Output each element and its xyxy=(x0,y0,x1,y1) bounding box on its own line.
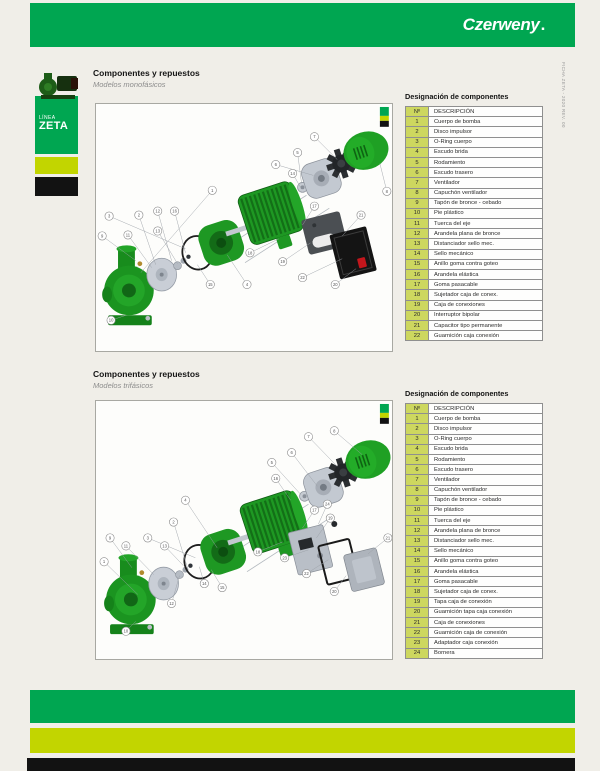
part-number: 14 xyxy=(406,546,429,556)
callout-number: 6 xyxy=(274,161,277,167)
table-row xyxy=(406,168,543,178)
table-row xyxy=(406,485,543,495)
table-row xyxy=(406,454,543,464)
part-description: Escudo brida xyxy=(429,444,543,454)
part-number: 19 xyxy=(406,300,429,310)
part-number: 4 xyxy=(406,147,429,157)
part-number: 3 xyxy=(406,137,429,147)
table-row xyxy=(406,178,543,188)
part-description: Interruptor bipolar xyxy=(429,310,543,320)
callout-leader-line xyxy=(107,213,185,249)
part-number: 9 xyxy=(406,198,429,208)
table-header-row xyxy=(406,107,543,117)
callout-number: 4 xyxy=(184,497,187,503)
callout-number: 20 xyxy=(332,282,338,288)
table-row xyxy=(406,414,543,424)
part-number: 7 xyxy=(406,475,429,485)
exploded-diagram-trifasico xyxy=(95,400,393,660)
brand-logo xyxy=(463,3,545,47)
callout-number: 17 xyxy=(312,203,317,209)
table-title-trifasicos: Designación de componentes xyxy=(405,389,509,398)
part-description: Guarnición caja conexión xyxy=(429,331,543,341)
callout-number: 1 xyxy=(211,187,214,193)
part-description: Disco impulsor xyxy=(429,127,543,137)
section-title-monofasicos: Componentes y repuestos xyxy=(93,68,200,78)
sidebar-black-block xyxy=(35,177,78,196)
pump-thumb-graphic xyxy=(37,70,81,103)
part-number: 16 xyxy=(406,567,429,577)
part-number: 5 xyxy=(406,157,429,167)
part-number: 3 xyxy=(406,434,429,444)
pump-product-image xyxy=(37,70,81,103)
part-number: 14 xyxy=(406,249,429,259)
terminal-plate-part xyxy=(288,524,333,575)
part-description: Escudo trasero xyxy=(429,168,543,178)
seal-part xyxy=(188,564,192,568)
table-row xyxy=(406,280,543,290)
table-row xyxy=(406,597,543,607)
table-row xyxy=(406,310,543,320)
linea-label: LÍNEA xyxy=(39,115,56,121)
part-number: 11 xyxy=(406,516,429,526)
part-number: 9 xyxy=(406,495,429,505)
part-description: Guarnición caja de conexión xyxy=(429,628,543,638)
part-number: 6 xyxy=(406,168,429,178)
callout-number: 21 xyxy=(385,535,391,541)
table-row xyxy=(406,465,543,475)
pump-casing-part xyxy=(102,245,154,325)
section-subtitle-trifasicos: Modelos trifásicos xyxy=(93,381,154,390)
callout-number: 1 xyxy=(102,559,106,565)
callout-number: 9 xyxy=(101,233,104,239)
callout-leader-line xyxy=(172,519,188,568)
part-number: 12 xyxy=(406,526,429,536)
table-row xyxy=(406,198,543,208)
diagram-color-strip xyxy=(380,107,389,127)
cover-box-part xyxy=(343,547,385,592)
table-header-row xyxy=(406,404,543,414)
part-number: 23 xyxy=(406,638,429,648)
part-description: Ventilador xyxy=(429,475,543,485)
document-reference-note: FICHA ZETA - 2020 REV. 00 xyxy=(561,62,566,128)
part-number: 8 xyxy=(406,188,429,198)
diagram-color-strip xyxy=(380,404,389,424)
part-number: 1 xyxy=(406,117,429,127)
box-cover-part xyxy=(329,226,377,279)
callout-number: 13 xyxy=(162,543,167,549)
part-description: Goma pasacable xyxy=(429,280,543,290)
part-description: Escudo trasero xyxy=(429,465,543,475)
callout-number: 2 xyxy=(137,212,141,218)
part-description: Arandela elástica xyxy=(429,270,543,280)
part-description: Capuchón ventilador xyxy=(429,485,543,495)
part-number: 10 xyxy=(406,208,429,218)
part-description: Arandela elástica xyxy=(429,567,543,577)
part-description: Adaptador caja conexión xyxy=(429,638,543,648)
table-row xyxy=(406,505,543,515)
callout-number: 19 xyxy=(328,515,333,521)
table-row xyxy=(406,219,543,229)
part-description: Sujetador caja de conex. xyxy=(429,587,543,597)
table-row xyxy=(406,117,543,127)
section-subtitle-monofasicos: Modelos monofásicos xyxy=(93,80,166,89)
part-description: Goma pasacable xyxy=(429,577,543,587)
callout-number: 24 xyxy=(325,501,330,507)
washer-part xyxy=(176,571,184,579)
table-row xyxy=(406,556,543,566)
exploded-pump-drawing-tri xyxy=(96,401,392,657)
part-description: Pie plástico xyxy=(429,208,543,218)
table-row xyxy=(406,638,543,648)
part-number: 2 xyxy=(406,127,429,137)
part-number: 19 xyxy=(406,597,429,607)
table-row xyxy=(406,495,543,505)
part-number: 13 xyxy=(406,536,429,546)
part-number: 8 xyxy=(406,485,429,495)
callout-number: 11 xyxy=(123,543,129,549)
callout-number: 12 xyxy=(155,208,161,214)
footer-black-bar xyxy=(27,758,575,771)
part-number: 6 xyxy=(406,465,429,475)
callout-number: 7 xyxy=(307,434,310,440)
callout-leader-line xyxy=(184,497,217,548)
part-description: O-Ring cuerpo xyxy=(429,137,543,147)
callout-number: 7 xyxy=(313,134,316,140)
table-row xyxy=(406,331,543,341)
table-row xyxy=(406,208,543,218)
part-description: Pie plástico xyxy=(429,505,543,515)
table-row xyxy=(406,320,543,330)
part-description: Distanciador sello mec. xyxy=(429,536,543,546)
part-number: 17 xyxy=(406,280,429,290)
callout-leader-line xyxy=(308,437,337,467)
callout-number: 17 xyxy=(312,507,317,513)
part-number: 11 xyxy=(406,219,429,229)
nut-part xyxy=(145,316,150,321)
part-description: Caja de conexiones xyxy=(429,300,543,310)
callout-number: 12 xyxy=(169,600,174,606)
flange-shield-part xyxy=(195,217,247,269)
flange-shield-part xyxy=(197,526,250,579)
parts-table-trifasicos xyxy=(405,403,543,659)
callout-number: 8 xyxy=(333,428,336,434)
part-number: 16 xyxy=(406,270,429,280)
callout-number: 3 xyxy=(107,213,111,219)
part-description: Guarnición tapa caja conexión xyxy=(429,607,543,617)
table-row xyxy=(406,249,543,259)
part-description: Sello mecánico xyxy=(429,249,543,259)
pump-casing-part xyxy=(104,554,156,634)
column-header-num: Nº xyxy=(406,404,429,414)
table-row xyxy=(406,536,543,546)
part-number: 21 xyxy=(406,617,429,627)
table-row xyxy=(406,229,543,239)
part-description: Tapón de bronce - cebado xyxy=(429,495,543,505)
callout-leader-line xyxy=(303,259,343,278)
table-row xyxy=(406,188,543,198)
part-description: Caja de conexiones xyxy=(429,617,543,627)
part-number: 15 xyxy=(406,556,429,566)
table-row xyxy=(406,607,543,617)
part-number: 10 xyxy=(406,505,429,515)
column-header-desc: DESCRIPCIÓN xyxy=(429,404,543,414)
callout-number: 6 xyxy=(290,450,293,456)
exploded-pump-drawing-mono xyxy=(96,104,392,349)
callout-leader-line xyxy=(334,431,362,455)
table-row xyxy=(406,127,543,137)
part-description: Arandela plana de bronce xyxy=(429,526,543,536)
part-number: 5 xyxy=(406,454,429,464)
table-row xyxy=(406,424,543,434)
part-number: 17 xyxy=(406,577,429,587)
table-title-monofasicos: Designación de componentes xyxy=(405,92,509,101)
table-row xyxy=(406,587,543,597)
exploded-diagram-monofasico xyxy=(95,103,393,352)
part-description: Anillo goma contra goteo xyxy=(429,259,543,269)
table-row xyxy=(406,516,543,526)
table-row xyxy=(406,270,543,280)
table-row xyxy=(406,147,543,157)
washer-part xyxy=(174,262,182,270)
part-number: 20 xyxy=(406,310,429,320)
callout-leader-line xyxy=(298,153,302,184)
callout-number: 10 xyxy=(123,628,129,634)
table-row xyxy=(406,239,543,249)
impeller-part xyxy=(147,258,177,291)
table-row xyxy=(406,546,543,556)
part-number: 4 xyxy=(406,444,429,454)
callout-number: 4 xyxy=(245,282,249,288)
part-number: 22 xyxy=(406,628,429,638)
part-description: O-Ring cuerpo xyxy=(429,434,543,444)
footer-lime-bar xyxy=(30,728,575,753)
table-row xyxy=(406,526,543,536)
column-header-desc: DESCRIPCIÓN xyxy=(429,107,543,117)
brass-plug-part xyxy=(139,570,144,575)
zeta-label: ZETA xyxy=(39,120,69,132)
part-description: Escudo brida xyxy=(429,147,543,157)
table-row xyxy=(406,434,543,444)
part-description: Capuchón ventilador xyxy=(429,188,543,198)
part-number: 24 xyxy=(406,648,429,658)
callout-number: 2 xyxy=(172,519,175,525)
part-description: Disco impulsor xyxy=(429,424,543,434)
callout-number: 22 xyxy=(300,275,305,281)
callout-number: 18 xyxy=(255,549,261,555)
part-description: Tapa caja de conexión xyxy=(429,597,543,607)
part-number: 21 xyxy=(406,320,429,330)
table-row xyxy=(406,648,543,658)
part-description: Ventilador xyxy=(429,178,543,188)
part-description: Tapón de bronce - cebado xyxy=(429,198,543,208)
callout-number: 14 xyxy=(290,170,295,176)
callout-number: 20 xyxy=(331,589,337,594)
part-description: Tuerca del eje xyxy=(429,219,543,229)
table-row xyxy=(406,617,543,627)
part-description: Rodamiento xyxy=(429,454,543,464)
part-description: Anillo goma contra goteo xyxy=(429,556,543,566)
callout-number: 16 xyxy=(273,475,279,481)
part-number: 18 xyxy=(406,587,429,597)
part-description: Sujetador caja de conex. xyxy=(429,290,543,300)
table-row xyxy=(406,475,543,485)
callout-number: 13 xyxy=(155,228,161,234)
callout-number: 14 xyxy=(201,581,207,587)
callout-number: 18 xyxy=(247,250,253,256)
part-description: Cuerpo de bomba xyxy=(429,414,543,424)
table-row xyxy=(406,567,543,577)
callout-number: 21 xyxy=(358,212,364,218)
part-description: Arandela plana de bronce xyxy=(429,229,543,239)
table-row xyxy=(406,137,543,147)
callout-leader-line xyxy=(148,538,196,558)
part-number: 15 xyxy=(406,259,429,269)
brand-text: Czerweny xyxy=(462,15,540,34)
footer-green-bar xyxy=(30,690,575,723)
part-description: Capacitor tipo permanente xyxy=(429,320,543,330)
callout-number: 15 xyxy=(207,282,213,288)
part-number: 20 xyxy=(406,607,429,617)
table-row xyxy=(406,628,543,638)
part-number: 12 xyxy=(406,229,429,239)
brass-plug-part xyxy=(137,261,142,266)
part-number: 1 xyxy=(406,414,429,424)
seal-part xyxy=(186,255,190,259)
part-number: 13 xyxy=(406,239,429,249)
part-description: Cuerpo de bomba xyxy=(429,117,543,127)
callout-number: 11 xyxy=(125,232,131,238)
part-number: 7 xyxy=(406,178,429,188)
callout-number: 10 xyxy=(108,317,114,323)
sidebar-lime-block xyxy=(35,157,78,174)
callout-leader-line xyxy=(158,211,172,261)
callout-number: 19 xyxy=(280,259,285,265)
callout-number: 8 xyxy=(385,188,388,194)
table-row xyxy=(406,577,543,587)
section-title-trifasicos: Componentes y repuestos xyxy=(93,369,200,379)
callout-leader-line xyxy=(137,212,156,265)
linea-zeta-badge xyxy=(35,96,78,154)
part-number: 2 xyxy=(406,424,429,434)
part-description: Distanciador sello mec. xyxy=(429,239,543,249)
part-description: Sello mecánico xyxy=(429,546,543,556)
callout-number: 16 xyxy=(172,208,177,214)
nut-part xyxy=(147,625,152,630)
table-row xyxy=(406,290,543,300)
column-header-num: Nº xyxy=(406,107,429,117)
part-number: 22 xyxy=(406,331,429,341)
part-description: Tuerca del eje xyxy=(429,516,543,526)
callout-leader-line xyxy=(314,137,337,160)
table-row xyxy=(406,157,543,167)
callout-number: 22 xyxy=(304,571,309,577)
parts-table-monofasicos xyxy=(405,106,543,341)
part-description: Rodamiento xyxy=(429,157,543,167)
callout-number: 5 xyxy=(270,460,273,466)
callout-number: 23 xyxy=(282,555,287,561)
table-row xyxy=(406,259,543,269)
callout-number: 3 xyxy=(146,535,149,541)
part-description: Bornera xyxy=(429,648,543,658)
brand-mark: . xyxy=(540,15,545,34)
table-row xyxy=(406,300,543,310)
table-row xyxy=(406,444,543,454)
header-bar xyxy=(30,3,575,47)
callout-number: 15 xyxy=(219,585,225,591)
part-number: 18 xyxy=(406,290,429,300)
callout-number: 5 xyxy=(296,150,299,156)
callout-number: 9 xyxy=(108,535,112,541)
